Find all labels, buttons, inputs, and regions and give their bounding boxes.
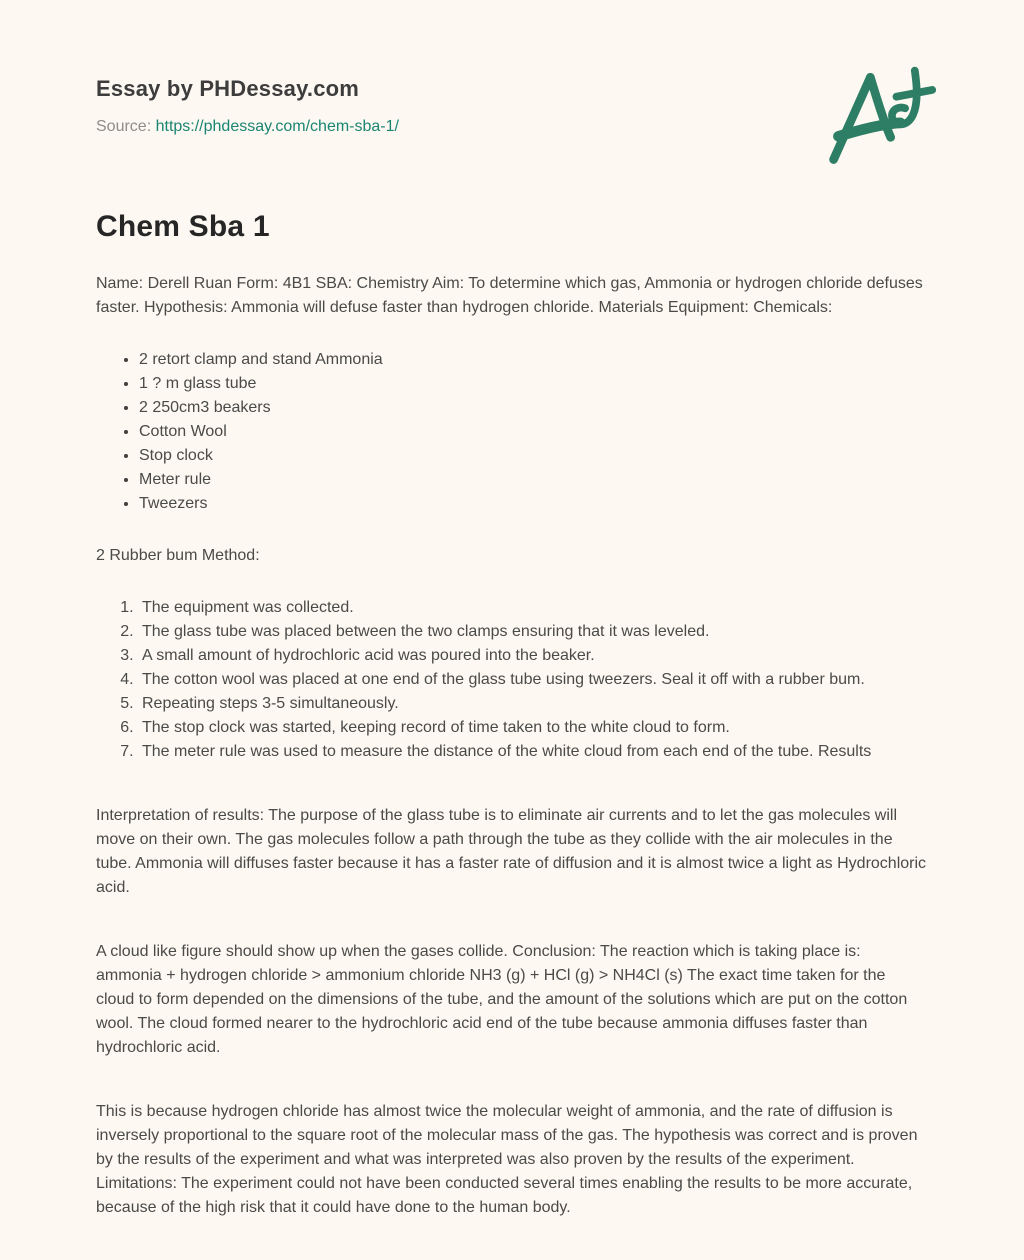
intro-paragraph: Name: Derell Ruan Form: 4B1 SBA: Chemistry Aim: To determine which gas, Ammonia or hydrogen chloride defuses faster. Hypothesis: Ammonia will defuse faster than hydrogen chloride. Materials Equipment: Chemicals: bbox=[96, 275, 923, 316]
source-link[interactable]: https://phdessay.com/chem-sba-1/ bbox=[155, 118, 399, 135]
method-step-item: 1. The equipment was collected. bbox=[138, 596, 928, 620]
materials-list-item: • Stop clock bbox=[139, 444, 928, 468]
method-step-item: 5. Repeating steps 3-5 simultaneously. bbox=[138, 692, 928, 716]
materials-list-item: • 2 250cm3 beakers bbox=[139, 396, 928, 420]
materials-list bbox=[96, 348, 928, 516]
limitations-paragraph: This is because hydrogen chloride has almost twice the molecular weight of ammonia, and the rate of diffusion is inversely proportional to the square root of the molecular mass of the gas. The hypothesis was correct and is proven by the results of the experiment and what was interpreted was also proven by the results of the experiment. Limitations: The experiment could not have been conducted several times enabling the results to be more accurate, because of the high risk that it could have done to the human body. bbox=[96, 1103, 918, 1216]
interpretation-paragraph: Interpretation of results: The purpose of the glass tube is to eliminate air currents and to let the gas molecules will move on their own. The gas molecules follow a path through the tube as they collide with the air molecules in the tube. Ammonia will diffuses faster because it has a faster rate of diffusion and it is almost twice a light as Hydrochloric acid. bbox=[96, 807, 927, 896]
source-label: Source: bbox=[96, 118, 152, 135]
essay-title: Chem Sba 1 bbox=[96, 210, 270, 243]
method-step-item: 7. The meter rule was used to measure the distance of the white cloud from each end of the tube. Results bbox=[138, 740, 928, 764]
conclusion-paragraph: A cloud like figure should show up when the gases collide. Conclusion: The reaction which is taking place is: ammonia + hydrogen chloride > ammonium chloride NH3 (g) + HCl (g) > NH4Cl (s) The exact time taken for the cloud to form depended on the dimensions of the tube, and the amount of the solutions which are put on the cotton wool. The cloud formed nearer to the hydrochloric acid end of the tube because ammonia diffuses faster than hydrochloric acid. bbox=[96, 943, 908, 1056]
method-step-item: 6. The stop clock was started, keeping record of time taken to the white cloud to form. bbox=[138, 716, 928, 740]
materials-list-item: • Meter rule bbox=[139, 468, 928, 492]
site-title: Essay by PHDessay.com bbox=[96, 76, 360, 101]
method-step-item: 2. The glass tube was placed between the two clamps ensuring that it was leveled. bbox=[138, 620, 928, 644]
page-header bbox=[96, 76, 928, 136]
method-step-item: 4. The cotton wool was placed at one end of the glass tube using tweezers. Seal it off with a rubber bum. bbox=[138, 668, 928, 692]
method-step-item: 3. A small amount of hydrochloric acid was poured into the beaker. bbox=[138, 644, 928, 668]
materials-list-item: • 1 ? m glass tube bbox=[139, 372, 928, 396]
essay-content bbox=[96, 210, 928, 1220]
source-line bbox=[96, 118, 928, 136]
method-heading: 2 Rubber bum Method: bbox=[96, 547, 260, 564]
materials-list-item: • Tweezers bbox=[139, 492, 928, 516]
method-steps-list bbox=[96, 596, 928, 764]
a-plus-logo-icon bbox=[822, 62, 938, 172]
materials-list-item: • Cotton Wool bbox=[139, 420, 928, 444]
materials-list-item: • 2 retort clamp and stand Ammonia bbox=[139, 348, 928, 372]
